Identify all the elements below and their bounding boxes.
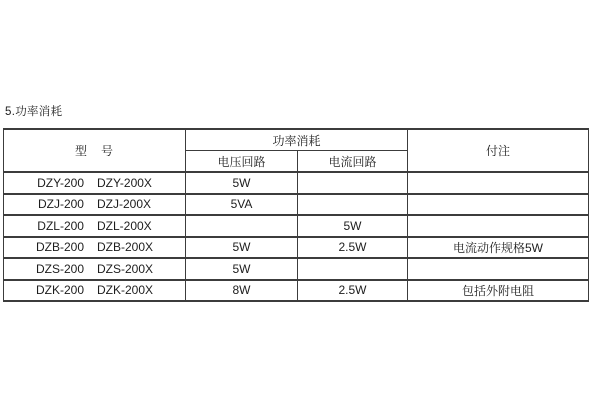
- header-row-1: [4, 129, 589, 151]
- model-pair: [36, 283, 153, 297]
- table-row-dzk: [4, 280, 589, 302]
- current-value: [298, 194, 408, 216]
- model-name: DZK-200X: [97, 283, 154, 298]
- voltage-value: 8W: [186, 280, 298, 302]
- current-value: 2.5W: [298, 280, 408, 302]
- voltage-value: 5W: [186, 237, 298, 259]
- current-value: 2.5W: [298, 237, 408, 259]
- notes-value: 电流动作规格5W: [408, 237, 589, 259]
- table-row-dzs: [4, 258, 589, 280]
- header-voltage-circuit: 电压回路: [186, 151, 298, 173]
- model-cell: [4, 258, 186, 280]
- model-name: DZY-200X: [97, 175, 152, 190]
- notes-value: [408, 215, 589, 237]
- current-value: [298, 258, 408, 280]
- model-name: DZK-200: [35, 283, 84, 298]
- header-power-group: 功率消耗: [186, 129, 408, 151]
- voltage-value: 5W: [186, 258, 298, 280]
- power-consumption-table: [3, 128, 589, 302]
- model-cell: [4, 215, 186, 237]
- model-pair: [37, 219, 151, 233]
- model-cell: [4, 172, 186, 194]
- table-row-dzb: [4, 237, 589, 259]
- table-row-dzj: [4, 194, 589, 216]
- voltage-value: 5W: [186, 172, 298, 194]
- model-name: DZY-200: [37, 175, 84, 190]
- model-name: DZL-200: [37, 218, 84, 233]
- model-name: DZL-200X: [96, 218, 152, 233]
- current-value: 5W: [298, 215, 408, 237]
- model-name: DZS-200X: [97, 261, 154, 276]
- model-pair: [37, 176, 152, 190]
- notes-value: [408, 258, 589, 280]
- notes-value: 包括外附电阻: [408, 280, 589, 302]
- current-value: [298, 172, 408, 194]
- model-cell: [4, 194, 186, 216]
- model-pair: [36, 240, 153, 254]
- notes-value: [408, 194, 589, 216]
- header-current-circuit: 电流回路: [298, 151, 408, 173]
- model-pair: [36, 262, 153, 276]
- voltage-value: [186, 215, 298, 237]
- section-title: 5.功率消耗: [5, 106, 63, 118]
- table-row-dzy: [4, 172, 589, 194]
- header-notes: 付注: [408, 129, 589, 172]
- model-name: DZJ-200X: [96, 197, 152, 212]
- model-pair: [38, 197, 151, 211]
- table-row-dzl: [4, 215, 589, 237]
- header-model: [4, 129, 186, 172]
- model-name: DZB-200X: [97, 240, 154, 255]
- model-name: DZS-200: [35, 261, 84, 276]
- model-cell: [4, 280, 186, 302]
- header-model-label: 型 号: [74, 144, 114, 158]
- model-name: DZB-200: [35, 240, 84, 255]
- model-cell: [4, 237, 186, 259]
- notes-value: [408, 172, 589, 194]
- voltage-value: 5VA: [186, 194, 298, 216]
- model-name: DZJ-200: [37, 197, 84, 212]
